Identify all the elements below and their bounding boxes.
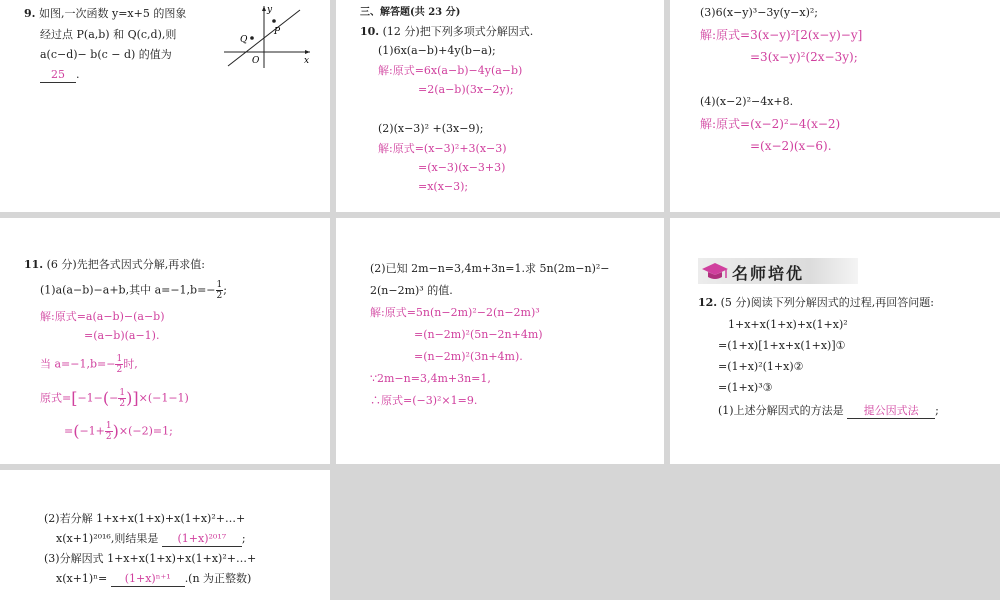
paren-close-2: ) [112,421,119,441]
q11-ans2-2: =(n−2m)²(5n−2n+4m) [414,328,543,341]
q12-q2-answer: (1+x)²⁰¹⁷ [162,532,242,547]
q12-number: 12. [698,296,718,309]
frac-num: 1 [116,354,123,364]
panel-q9 [0,0,330,212]
q11-ans1-1: 解:原式=a(a−b)−(a−b) [40,310,165,323]
q11-when-text: 当 a=−1,b=− [40,357,116,371]
q9-line1 [24,7,186,21]
q9-number: 9. [24,7,36,20]
orig1-post: ×(−1−1) [138,391,189,405]
paren-open-2: ( [73,421,80,441]
panel-q10-b [670,0,1000,212]
frac-den: 2 [105,432,112,442]
q9-answer: 25 [40,68,76,83]
q12-stem [698,296,934,310]
q10-p4-ans-1: 解:原式=(x−2)²−4(x−2) [700,117,841,131]
paren-close: ) [126,388,133,408]
section-header-title: 名师培优 [732,264,805,283]
panel-q11-a [0,218,330,464]
q11-p1-text: (1)a(a−b)−a+b,其中 a=−1,b=− [40,283,216,297]
q10-p1: (1)6x(a−b)+4y(b−a); [378,44,496,57]
point-q [250,36,254,40]
q9-text-2: 经过点 P(a,b) 和 Q(c,d),则 [40,28,177,41]
q11-number: 11. [24,258,44,271]
q12-q1-text: (1)上述分解因式的方法是 [718,404,844,417]
panel-q12 [670,218,1000,464]
y-label: y [267,5,273,15]
q12-q2-b: x(x+1)²⁰¹⁶,则结果是 [56,532,159,545]
panel-q12-b [0,470,330,600]
q10-p2-ans-1: 解:原式=(x−3)²+3(x−3) [378,142,507,155]
frac-den: 2 [216,291,223,301]
q11-ans2-5: ∴原式=(−3)²×1=9. [370,394,478,407]
q10-p3-ans-1: 解:原式=3(x−y)²[2(x−y)−y] [700,28,863,42]
q11-ans1-2: =(a−b)(a−1). [84,329,160,342]
orig1-mid: −1− [77,391,103,405]
q12-q1-tail: ; [935,404,939,417]
orig1-frac [118,388,126,409]
q9-answer-line [40,68,80,83]
point-p [272,19,276,23]
q9-tail: . [76,68,80,81]
section-title: 三、解答题(共 23 分) [360,7,461,18]
q11-stem [24,258,205,272]
q12-step-3: =(1+x)²(1+x)② [718,360,804,373]
q12-q2-b-line [56,532,246,547]
bracket-open: [ [71,388,78,408]
q9-text-3: a(c−d)− b(c − d) 的值为 [40,48,172,61]
orig2-post: ×(−2)=1; [118,424,173,438]
q-label: Q [240,35,248,45]
q12-q1-answer: 提公因式法 [847,404,935,419]
orig2-mid: −1+ [79,424,105,438]
section-header-band [698,258,858,284]
frac-num: 1 [105,421,112,431]
q9-graph [218,0,318,70]
q10-p3-ans-2: =3(x−y)²(2x−3y); [750,50,858,64]
q11-p2-b: 2(n−2m)³ 的值. [370,284,453,297]
q12-step-2: =(1+x)[1+x+x(1+x)]① [718,339,846,352]
frac-num: 1 [216,280,223,290]
orig2-pre: = [64,424,74,438]
q10-stem-text: (12 分)把下列多项式分解因式. [382,25,534,38]
q12-q3-answer: (1+x)ⁿ⁺¹ [111,572,185,587]
q11-p1 [40,280,227,301]
x-label: x [304,56,310,66]
orig2-frac [105,421,113,442]
q10-p2: (2)(x−3)² +(3x−9); [378,122,484,135]
q11-orig1: 原式=[−1−(− $\frac{1}{2}$ )]×(−1−1) [40,388,189,409]
q10-p2-ans-2: =(x−3)(x−3+3) [418,161,506,174]
panel-q11-b [336,218,664,464]
q12-q1 [718,404,939,419]
q10-p1-ans-2: =2(a−b)(3x−2y); [418,83,514,96]
q11-orig2 [64,421,173,442]
q12-q2-a: (2)若分解 1+x+x(1+x)+x(1+x)²+…+ [44,512,246,525]
q10-p1-ans-1: 解:原式=6x(a−b)−4y(a−b) [378,64,523,77]
paren-open: ( [102,388,110,408]
q11-ans2-1: 解:原式=5n(n−2m)²−2(n−2m)³ [370,306,540,319]
p-label: P [274,27,281,37]
q12-stem-text: (5 分)阅读下列分解因式的过程,再回答问题: [720,296,934,309]
q12-q2-tail: ; [241,532,246,545]
q12-q3-a: (3)分解因式 1+x+x(1+x)+x(1+x)²+…+ [44,552,257,565]
q10-p3: (3)6(x−y)³−3y(y−x)²; [700,6,818,19]
q12-q3-b-line [56,572,251,587]
frac-den: 2 [116,365,123,375]
q11-p1-tail: ; [223,283,227,297]
q12-step-4: =(1+x)³③ [718,381,773,394]
q11-when-tail: 时, [123,357,138,371]
q11-ans2-3: =(n−2m)²(3n+4m). [414,350,523,363]
q11-stem-text: (6 分)先把各式因式分解,再求值: [46,258,205,271]
graduation-cap-icon [700,260,730,282]
q10-stem [360,25,533,39]
q12-step-1: 1+x+x(1+x)+x(1+x)² [728,318,848,331]
q11-when [40,354,138,375]
q9-text-1: 如图,一次函数 y=x+5 的图象 [38,7,187,20]
origin-label: O [252,56,260,66]
panel-q10-a [336,0,664,212]
frac-num: 1 [119,388,126,398]
x-axis-arrow [305,50,310,54]
bracket-close: ] [132,388,139,408]
q10-p4-ans-2: =(x−2)(x−6). [750,139,832,153]
q10-number: 10. [360,25,380,38]
y-axis-arrow [262,6,266,11]
q10-p2-ans-3: =x(x−3); [418,180,469,193]
q11-ans2-4: ∵2m−n=3,4m+3n=1, [370,372,491,385]
q12-q3-b: x(x+1)ⁿ= [56,572,108,585]
frac-den: 2 [119,399,126,409]
q11-p2-a: (2)已知 2m−n=3,4m+3n=1.求 5n(2m−n)²− [370,262,610,275]
q10-p4: (4)(x−2)²−4x+8. [700,95,794,108]
q12-q3-tail: .(n 为正整数) [184,572,252,585]
orig1-pre: 原式= [40,391,72,405]
